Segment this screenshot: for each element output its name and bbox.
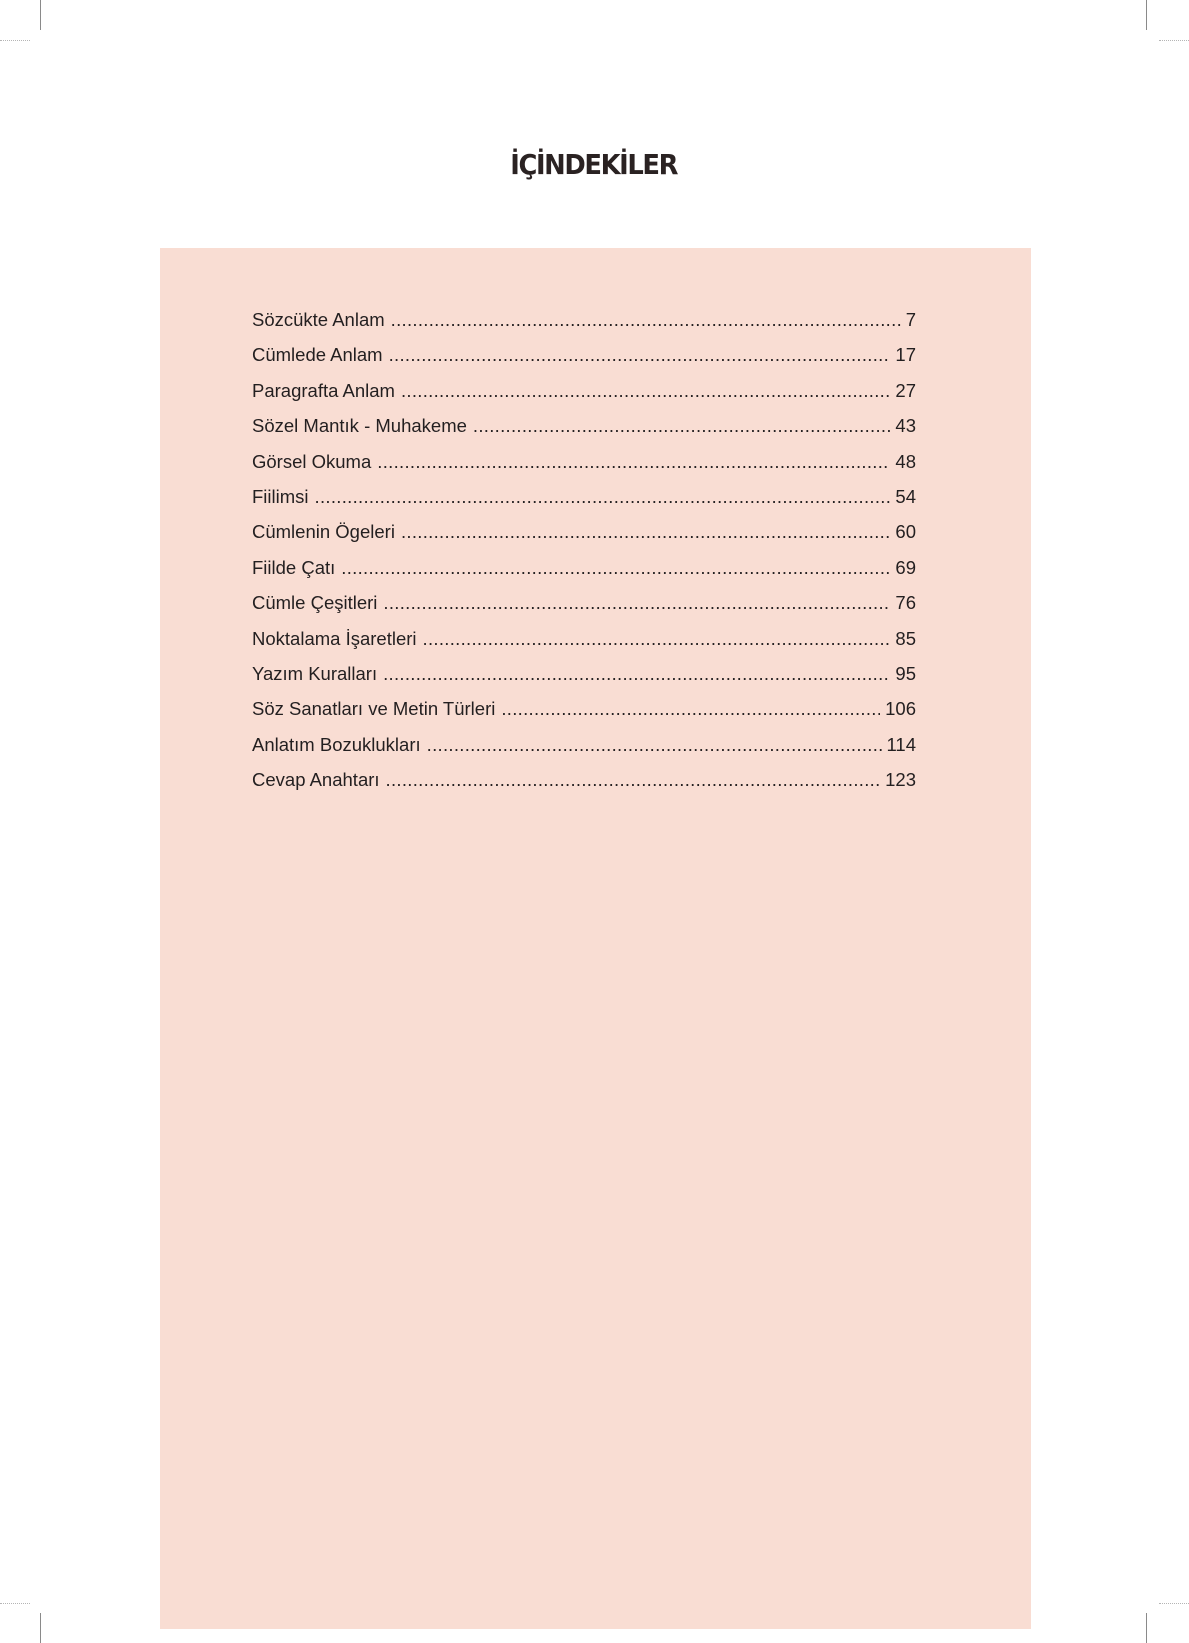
toc-leader-dots (401, 521, 890, 543)
toc-leader-dots (389, 344, 891, 366)
crop-mark (1159, 40, 1189, 42)
toc-entry-label: Cevap Anahtarı (252, 769, 380, 791)
toc-entry-label: Cümle Çeşitleri (252, 592, 378, 614)
toc-leader-dots (377, 451, 890, 473)
crop-mark (40, 1613, 41, 1643)
toc-leader-dots (315, 486, 891, 508)
toc-leader-dots (383, 663, 890, 685)
toc-entry-page: 114 (886, 733, 916, 755)
toc-panel (160, 248, 1031, 1629)
toc-entry[interactable] (252, 380, 916, 415)
crop-mark (0, 1603, 30, 1605)
toc-leader-dots (391, 309, 901, 331)
toc-entry-label: Yazım Kuralları (252, 662, 378, 684)
toc-entry-label: Fiilimsi (252, 485, 309, 507)
toc-entry-page: 17 (895, 344, 916, 366)
page-title: İÇİNDEKİLER (510, 148, 678, 181)
toc-leader-dots (473, 415, 891, 437)
toc-entry-page: 27 (895, 379, 916, 401)
crop-mark (1146, 0, 1147, 30)
toc-entry-page: 106 (885, 698, 916, 720)
toc-entry[interactable] (252, 557, 916, 592)
crop-mark (0, 40, 30, 42)
toc-entry-label: Sözcükte Anlam (252, 309, 385, 330)
toc-entry-label: Söz Sanatları ve Metin Türleri (252, 698, 496, 720)
toc-list (252, 309, 916, 804)
toc-entry-label: Cümlede Anlam (252, 344, 383, 366)
toc-entry-page: 85 (895, 627, 916, 649)
toc-entry[interactable] (252, 734, 916, 769)
toc-leader-dots (427, 734, 882, 756)
toc-entry-page: 54 (895, 485, 916, 507)
toc-entry[interactable] (252, 769, 916, 804)
crop-mark (1146, 1613, 1147, 1643)
toc-entry-page: 69 (895, 556, 916, 578)
toc-entry-page: 60 (895, 521, 916, 543)
toc-entry-label: Noktalama İşaretleri (252, 627, 417, 649)
toc-leader-dots (401, 380, 890, 402)
toc-entry-page: 76 (895, 592, 916, 614)
toc-entry[interactable] (252, 451, 916, 486)
toc-entry-page: 123 (885, 769, 916, 791)
toc-entry[interactable] (252, 663, 916, 698)
toc-leader-dots (341, 557, 890, 579)
toc-entry[interactable] (252, 521, 916, 556)
toc-leader-dots (423, 628, 891, 650)
toc-leader-dots (383, 592, 890, 614)
toc-entry[interactable] (252, 628, 916, 663)
crop-mark (40, 0, 41, 30)
toc-entry[interactable] (252, 309, 916, 344)
crop-mark (1159, 1603, 1189, 1605)
toc-leader-dots (386, 769, 881, 791)
toc-entry-label: Paragrafta Anlam (252, 379, 395, 401)
toc-entry-label: Anlatım Bozuklukları (252, 733, 421, 755)
toc-entry-label: Görsel Okuma (252, 450, 372, 472)
toc-entry-page: 7 (905, 309, 916, 330)
toc-entry-page: 48 (895, 450, 916, 472)
toc-entry[interactable] (252, 415, 916, 450)
toc-entry[interactable] (252, 592, 916, 627)
toc-entry-page: 43 (895, 415, 916, 437)
toc-entry[interactable] (252, 344, 916, 379)
toc-entry[interactable] (252, 698, 916, 733)
toc-entry-label: Fiilde Çatı (252, 556, 336, 578)
toc-entry-label: Sözel Mantık - Muhakeme (252, 415, 467, 437)
toc-leader-dots (501, 698, 880, 720)
toc-entry[interactable] (252, 486, 916, 521)
toc-entry-label: Cümlenin Ögeleri (252, 521, 395, 543)
toc-entry-page: 95 (895, 662, 916, 684)
